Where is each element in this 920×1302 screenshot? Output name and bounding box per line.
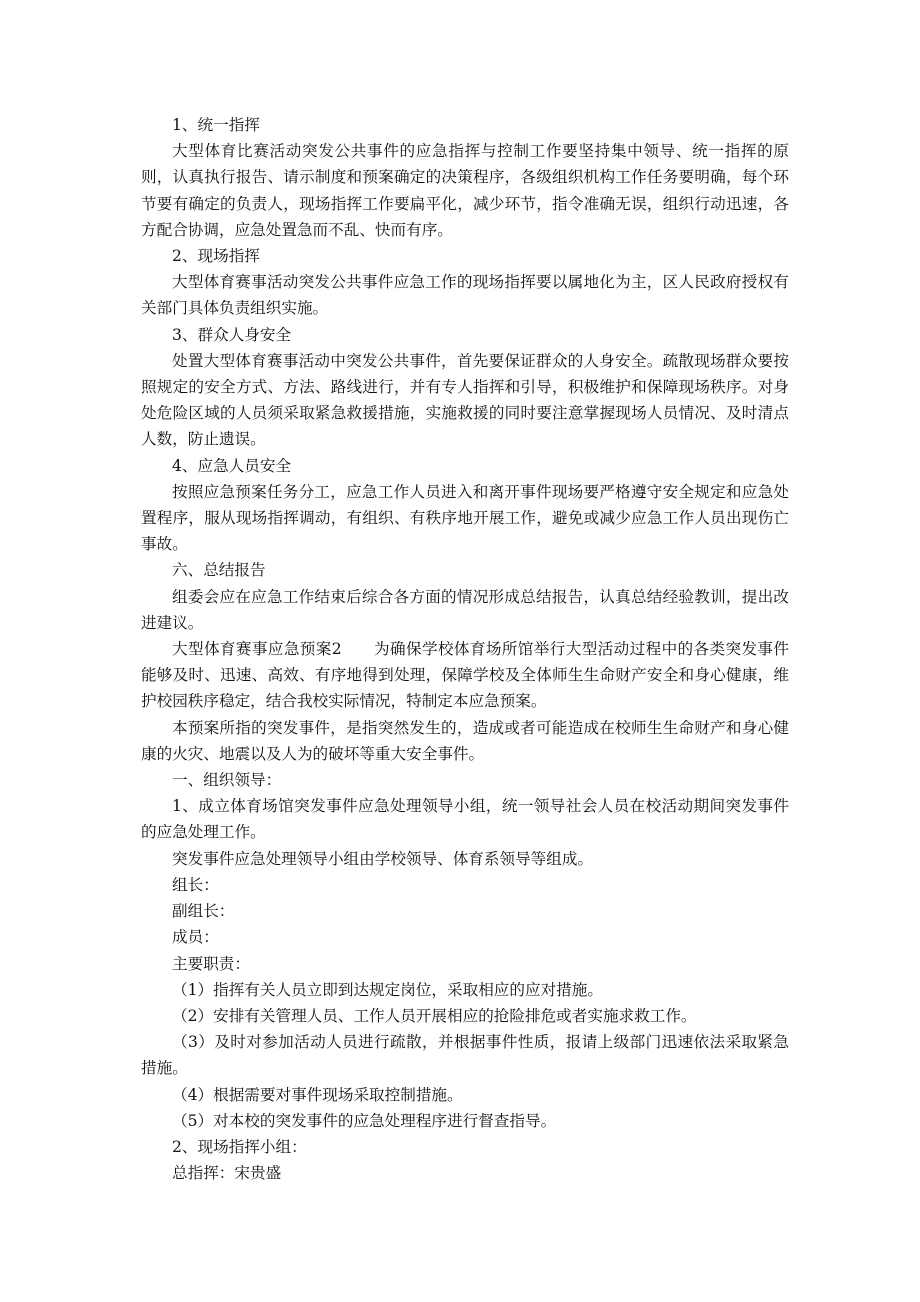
duty-item-3: （3）及时对参加活动人员进行疏散，并根据事件性质，报请上级部门迅速依法采取紧急措施。 xyxy=(141,1033,789,1078)
duty-item-1: （1）指挥有关人员立即到达规定岗位，采取相应的应对措施。 xyxy=(172,980,603,999)
paragraph-plan-2-intro: 大型体育赛事应急预案2 为确保学校体育场所馆举行大型活动过程中的各类突发事件能够及时、迅速、高效、有序地得到处理，保障学校及全体师生生命财产安全和身心健康，维护校园秩序稳定，结合我校实际情况，特制定本应急预案。 xyxy=(141,640,789,711)
heading-summary-report: 六、总结报告 xyxy=(172,561,266,580)
heading-onsite-command: 2、现场指挥 xyxy=(172,247,260,266)
heading-public-safety: 3、群众人身安全 xyxy=(172,325,292,344)
paragraph-summary-report: 组委会应在应急工作结束后综合各方面的情况形成总结报告，认真总结经验教训，提出改进建议。 xyxy=(141,587,789,632)
paragraph-incident-definition: 本预案所指的突发事件，是指突然发生的，造成或者可能造成在校师生生命财产和身心健康的火灾、地震以及人为的破坏等重大安全事件。 xyxy=(141,718,789,763)
field-members: 成员： xyxy=(172,928,219,947)
heading-unified-command: 1、统一指挥 xyxy=(172,116,260,134)
paragraph-leading-group: 1、成立体育场馆突发事件应急处理领导小组，统一领导社会人员在校活动期间突发事件的应急处理工作。 xyxy=(141,797,789,842)
document-page xyxy=(141,112,789,1186)
heading-responder-safety: 4、应急人员安全 xyxy=(172,456,292,475)
field-deputy-leader: 副组长： xyxy=(172,902,235,921)
heading-organization: 一、组织领导： xyxy=(172,771,282,790)
duty-item-4: （4）根据需要对事件现场采取控制措施。 xyxy=(172,1085,463,1104)
field-group-leader: 组长： xyxy=(172,875,219,894)
paragraph-public-safety: 处置大型体育赛事活动中突发公共事件，首先要保证群众的人身安全。疏散现场群众要按照规定的安全方式、方法、路线进行，并有专人指挥和引导，积极维护和保障现场秩序。对身处危险区域的人员须采取紧急救援措施，实施救援的同时要注意掌握现场人员情况、及时清点人数，防止遗误。 xyxy=(141,351,789,449)
paragraph-unified-command: 大型体育比赛活动突发公共事件的应急指挥与控制工作要坚持集中领导、统一指挥的原则，认真执行报告、请示制度和预案确定的决策程序，各级组织机构工作任务要明确，每个环节要有确定的负责人，现场指挥工作要扁平化，减少环节，指令准确无误，组织行动迅速，各方配合协调，应急处置急而不乱、快而有序。 xyxy=(141,142,789,239)
paragraph-onsite-command: 大型体育赛事活动突发公共事件应急工作的现场指挥要以属地化为主，区人民政府授权有关部门具体负责组织实施。 xyxy=(141,273,789,318)
heading-main-duties: 主要职责： xyxy=(172,954,250,973)
heading-onsite-command-group: 2、现场指挥小组： xyxy=(172,1137,307,1156)
duty-item-5: （5）对本校的突发事件的应急处理程序进行督查指导。 xyxy=(172,1111,557,1130)
duty-item-2: （2）安排有关管理人员、工作人员开展相应的抢险排危或者实施求救工作。 xyxy=(172,1006,697,1025)
field-chief-commander: 总指挥：宋贵盛 xyxy=(172,1164,282,1183)
paragraph-responder-safety: 按照应急预案任务分工，应急工作人员进入和离开事件现场要严格遵守安全规定和应急处置程序，服从现场指挥调动，有组织、有秩序地开展工作，避免或减少应急工作人员出现伤亡事故。 xyxy=(141,482,789,554)
paragraph-group-composition: 突发事件应急处理领导小组由学校领导、体育系领导等组成。 xyxy=(172,849,594,868)
